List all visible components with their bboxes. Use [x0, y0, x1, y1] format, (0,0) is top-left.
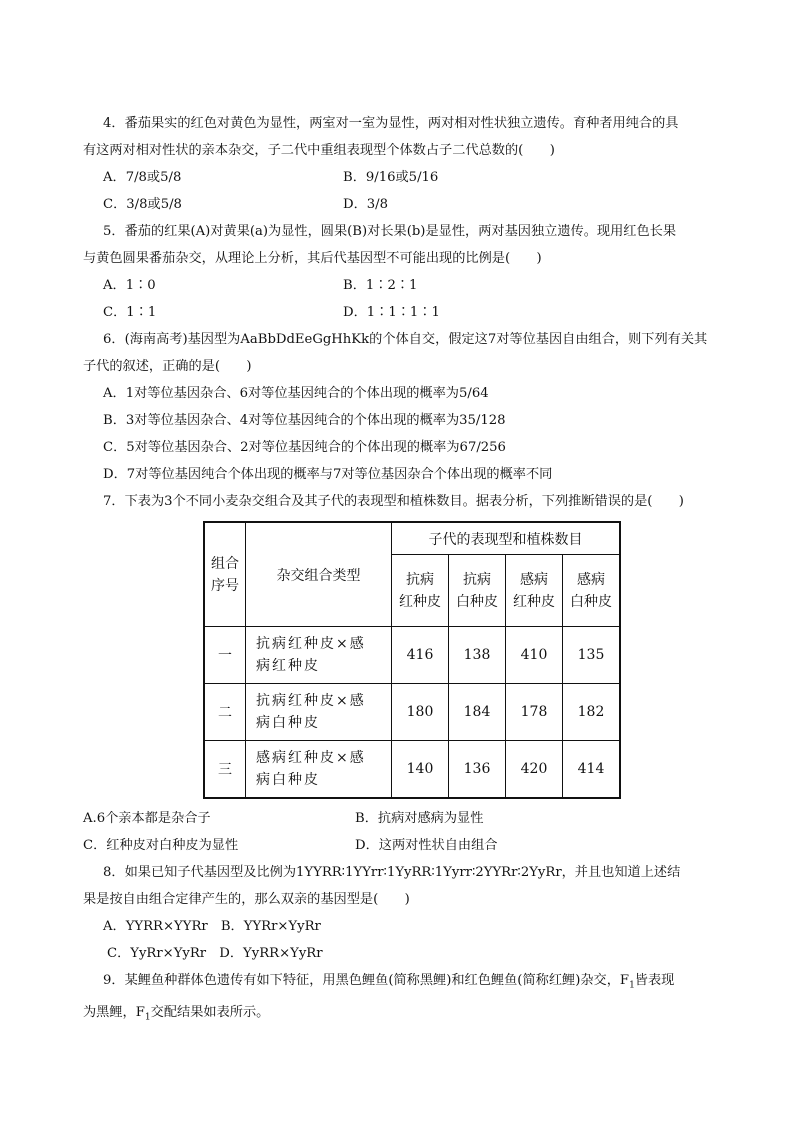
header-col-2: 抗病 白种皮 — [449, 555, 506, 627]
row-value: 135 — [563, 627, 621, 684]
row-value: 420 — [506, 741, 563, 798]
row-value: 138 — [449, 627, 506, 684]
row-value: 140 — [392, 741, 449, 798]
row-value: 182 — [563, 684, 621, 741]
q7-option-a[interactable]: A.6个亲本都是杂合子 — [83, 810, 211, 826]
q7-option-d[interactable]: D．这两对性状自由组合 — [355, 837, 498, 853]
q5-stem-line2: 与黄色圆果番茄杂交，从理论上分析，其后代基因型不可能出现的比例是( ) — [83, 251, 542, 266]
q8-options-ab[interactable]: A．YYRR×YYRr B．YYRr×YyRr — [103, 918, 321, 934]
q7-stem: 7．下表为3个不同小麦杂交组合及其子代的表现型和植株数目。据表分析，下列推断错误的是( ) — [103, 494, 684, 509]
q6-stem-line1: 6．(海南高考)基因型为AaBbDdEeGgHhKk的个体自交，假定这7对等位基因自由组合，则下列有关其 — [103, 332, 708, 347]
row-value: 416 — [392, 627, 449, 684]
q4-option-d[interactable]: D．3/8 — [343, 197, 388, 212]
document-page — [83, 110, 723, 1032]
row-value: 410 — [506, 627, 563, 684]
q5-option-d[interactable]: D．1∶1∶1∶1 — [343, 305, 440, 320]
q7-option-b[interactable]: B．抗病对感病为显性 — [355, 810, 484, 826]
table-row — [204, 684, 620, 741]
row-number: 三 — [204, 741, 246, 798]
q5-stem-line1: 5．番茄的红果(A)对黄果(a)为显性，圆果(B)对长果(b)是显性，两对基因独立遗传。现用红色长果 — [103, 224, 677, 239]
table-row — [204, 627, 620, 684]
row-value: 414 — [563, 741, 621, 798]
q4-stem-line1: 4．番茄果实的红色对黄色为显性，两室对一室为显性，两对相对性状独立遗传。育种者用纯合的具 — [103, 116, 679, 131]
q7-options-ab — [83, 805, 723, 832]
row-value: 184 — [449, 684, 506, 741]
header-offspring: 子代的表现型和植株数目 — [392, 522, 621, 555]
q7-option-c[interactable]: C．红种皮对白种皮为显性 — [83, 837, 239, 853]
q6-option-c[interactable]: C．5对等位基因杂合、2对等位基因纯合的个体出现的概率为67/256 — [103, 440, 506, 455]
q6-option-b[interactable]: B．3对等位基因杂合、4对等位基因纯合的个体出现的概率为35/128 — [103, 413, 506, 428]
f1-subscript: 1 — [144, 1012, 151, 1023]
f1-subscript: 1 — [629, 980, 635, 991]
q5-options-cd — [103, 299, 723, 326]
q5-option-b[interactable]: B．1∶2∶1 — [343, 278, 418, 293]
q4-option-a[interactable]: A．7/8或5/8 — [103, 170, 182, 185]
q4-stem-line2: 有这两对相对性状的亲本杂交，子二代中重组表现型个体数占子二代总数的( ) — [83, 143, 555, 158]
q5-option-a[interactable]: A．1∶0 — [103, 278, 156, 293]
q5-option-c[interactable]: C．1∶1 — [103, 305, 157, 320]
header-col-1: 抗病 红种皮 — [392, 555, 449, 627]
q9-stem-line1: 9．某鲤鱼种群体色遗传有如下特征，用黑色鲤鱼(简称黑鲤)和红色鲤鱼(简称红鲤)杂交，$F_1$皆表现 — [103, 972, 675, 991]
q8-stem-line2: 果是按自由组合定律产生的，那么双亲的基因型是( ) — [83, 891, 410, 907]
q6-stem-line2: 子代的叙述，正确的是( ) — [83, 359, 252, 374]
q5-options-ab — [103, 272, 723, 299]
wheat-cross-table — [203, 521, 621, 799]
row-cross-type: 感病红种皮×感 病白种皮 — [246, 741, 392, 798]
header-group-number — [204, 522, 246, 627]
q8-options-cd[interactable]: C．YyRr×YyRr D．YyRR×YyRr — [107, 945, 323, 961]
row-cross-type: 抗病红种皮×感 病红种皮 — [246, 627, 392, 684]
row-number: 二 — [204, 684, 246, 741]
q4-options-ab — [103, 164, 723, 191]
row-value: 180 — [392, 684, 449, 741]
q4-option-b[interactable]: B．9/16或5/16 — [343, 170, 439, 185]
q6-option-d[interactable]: D．7对等位基因纯合个体出现的概率与7对等位基因杂合个体出现的概率不同 — [103, 467, 553, 482]
header-col-3: 感病 红种皮 — [506, 555, 563, 627]
row-value: 178 — [506, 684, 563, 741]
header-cross-type: 杂交组合类型 — [246, 522, 392, 627]
q4-option-c[interactable]: C．3/8或5/8 — [103, 197, 182, 212]
q4-options-cd — [103, 191, 723, 218]
table-row — [204, 741, 620, 798]
q6-option-a[interactable]: A．1对等位基因杂合、6对等位基因纯合的个体出现的概率为5/64 — [103, 386, 489, 401]
header-group-number-l2: 序号 — [211, 577, 239, 594]
q8-stem-line1: 8．如果已知子代基因型及比例为1YYRR∶1YYrr∶1YyRR∶1Yyrr∶2YYRr∶2YyRr，并且也知道上述结 — [103, 864, 681, 880]
q9-stem-line2: 为黑鲤，$F_1$交配结果如表所示。 — [83, 1005, 270, 1023]
row-cross-type: 抗病红种皮×感 病白种皮 — [246, 684, 392, 741]
q7-options-cd — [83, 832, 723, 859]
header-col-4: 感病 白种皮 — [563, 555, 621, 627]
header-group-number-l1: 组合 — [211, 555, 239, 572]
row-value: 136 — [449, 741, 506, 798]
row-number: 一 — [204, 627, 246, 684]
